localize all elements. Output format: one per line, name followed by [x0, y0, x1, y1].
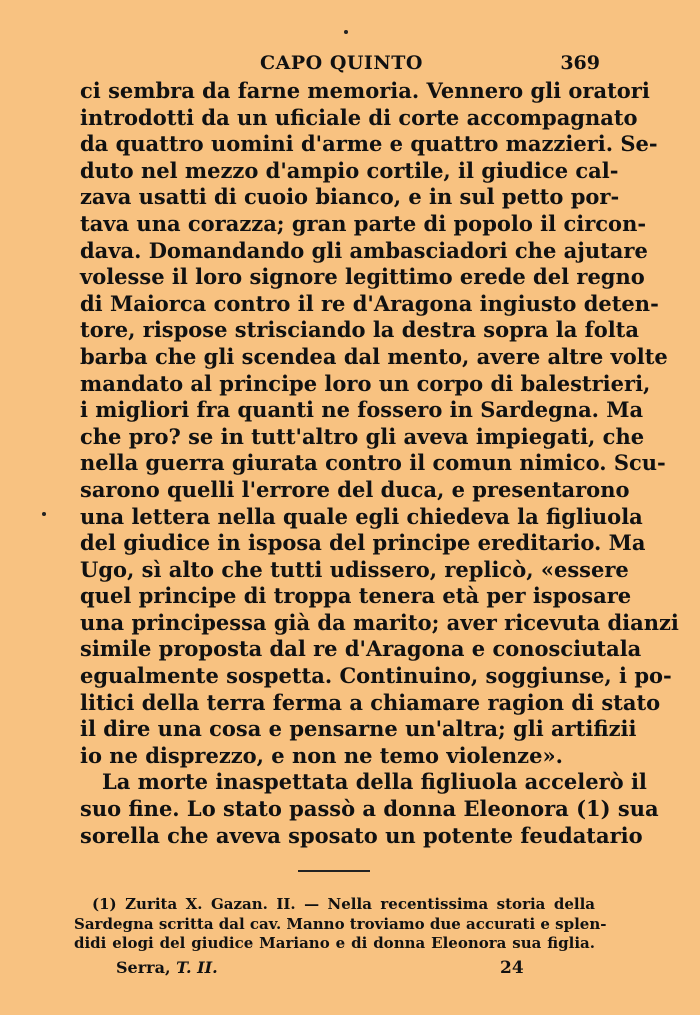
- text-line: che pro? se in tutt'altro gli aveva impiegati, che: [80, 423, 645, 449]
- text-line: tore, rispose strisciando la destra sopra la folta: [80, 317, 639, 343]
- text-line: tava una corazza; gran parte di popolo il circon-: [80, 210, 647, 236]
- text-line: una principessa già da marito; aver ricevuta dianzi: [80, 609, 679, 635]
- margin-speck: [42, 512, 46, 516]
- text-line: simile proposta dal re d'Aragona e conosciutala: [80, 636, 642, 662]
- text-line: barba che gli scendea dal mento, avere altre volte: [80, 343, 668, 369]
- chapter-title: CAPO QUINTO: [260, 52, 423, 74]
- paragraph-end-line: io ne disprezzo, e non ne temo violenze».: [80, 742, 563, 768]
- text-line: nella guerra giurata contro il comun nimico. Scu-: [80, 450, 666, 476]
- text-line: suo fine. Lo stato passò a donna Eleonora (1) sua: [80, 796, 659, 822]
- text-line: egualmente sospetta. Continuino, soggiunse, i po-: [80, 663, 672, 689]
- running-head: [70, 52, 600, 76]
- footnote: [74, 895, 607, 954]
- text-line: Ugo, sì alto che tutti udissero, replicò, «essere: [80, 556, 629, 582]
- page-number: 369: [560, 52, 600, 74]
- body-text: [80, 78, 679, 849]
- text-line: sorella che aveva sposato un potente feudatario: [80, 822, 643, 848]
- text-line: del giudice in isposa del principe ereditario. Ma: [80, 530, 646, 556]
- footnote-separator: [298, 870, 370, 872]
- text-line: da quattro uomini d'arme e quattro mazzieri. Se-: [80, 131, 658, 157]
- paragraph-start-line: La morte inaspettata della figliuola accelerò il: [102, 769, 647, 795]
- signature-number: 24: [500, 958, 524, 978]
- text-line: una lettera nella quale egli chiedeva la figliuola: [80, 503, 643, 529]
- text-line: zava usatti di cuoio bianco, e in sul petto por-: [80, 184, 620, 210]
- text-line: ci sembra da farne memoria. Vennero gli oratori: [80, 78, 650, 103]
- text-line: il dire una cosa e pensarne un'altra; gli artifizii: [80, 716, 637, 742]
- text-line: mandato al principe loro un corpo di balestrieri,: [80, 370, 651, 396]
- signature-author: Serra,: [116, 958, 171, 977]
- footnote-line: didi elogi del giudice Mariano e di donna Eleonora sua figlia.: [74, 934, 595, 952]
- text-line: i migliori fra quanti ne fossero in Sardegna. Ma: [80, 397, 644, 423]
- text-line: quel principe di troppa tenera età per isposare: [80, 583, 632, 609]
- footnote-line: (1) Zurita X. Gazan. II. — Nella recentissima storia della: [92, 895, 595, 913]
- text-line: duto nel mezzo d'ampio cortile, il giudice cal-: [80, 157, 619, 183]
- top-speck: [344, 30, 348, 34]
- text-line: dava. Domandando gli ambasciadori che ajutare: [80, 237, 648, 263]
- text-line: volesse il loro signore legittimo erede del regno: [80, 264, 645, 290]
- signature-volume: T. II.: [176, 958, 218, 977]
- text-line: sarono quelli l'errore del duca, e presentarono: [80, 476, 630, 502]
- signature-mark: [116, 958, 218, 977]
- text-line: introdotti da un uficiale di corte accompagnato: [80, 104, 638, 130]
- text-line: litici della terra ferma a chiamare ragion di stato: [80, 689, 661, 715]
- footnote-line: Sardegna scritta dal cav. Manno troviamo due accurati e splen-: [74, 914, 607, 933]
- text-line: di Maiorca contro il re d'Aragona ingiusto deten-: [80, 290, 659, 316]
